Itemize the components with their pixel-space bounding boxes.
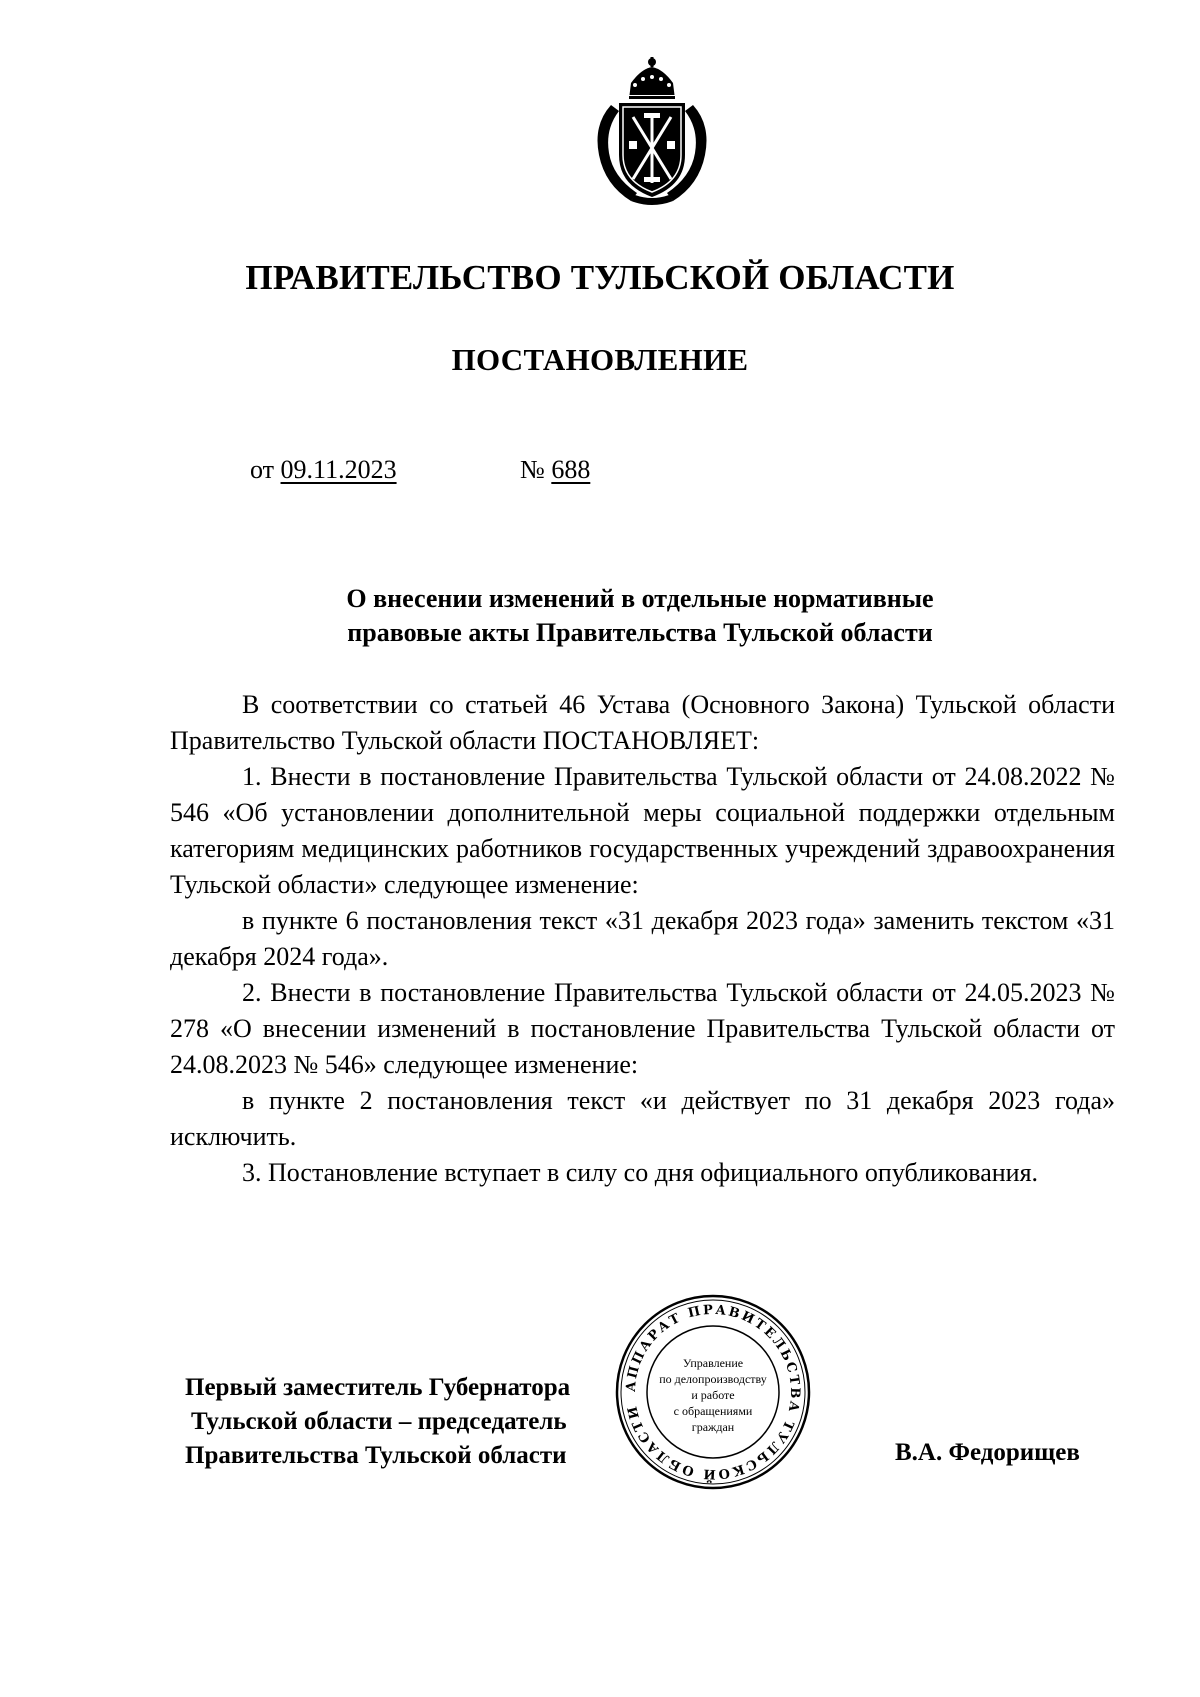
position-line: Правительства Тульской области [185, 1442, 567, 1469]
document-body [170, 687, 1115, 1191]
subject-line: правовые акты Правительства Тульской области [347, 618, 933, 647]
document-type: ПОСТАНОВЛЕНИЕ [451, 342, 749, 377]
position-line: Первый заместитель Губернатора [185, 1374, 571, 1401]
document-number [520, 455, 590, 485]
paragraph: в пункте 2 постановления текст «и действует по 31 декабря 2023 года» исключить. [170, 1086, 1115, 1151]
signatory-name: В.А. Федорищев [895, 1439, 1080, 1466]
date-value: 09.11.2023 [280, 455, 397, 484]
position-line: Тульской области – председатель [191, 1408, 567, 1435]
paragraph: 1. Внести в постановление Правительства Тульской области от 24.08.2022 № 546 «Об установлении дополнительной меры социальной поддержки отдельным категориям медицинских работников государственных учреждений здравоохранения Тульской области» следующее изменение: [170, 762, 1115, 899]
paragraph: В соответствии со статьей 46 Устава (Основного Закона) Тульской области Правительство Тульской области ПОСТАНОВЛЯЕТ: [170, 690, 1115, 755]
stamp-line: и работе [691, 1388, 735, 1402]
paragraph: 2. Внести в постановление Правительства Тульской области от 24.05.2023 № 278 «О внесении изменений в постановление Правительства Тульской области от 24.08.2023 № 546» следующее изменение: [170, 978, 1115, 1079]
government-title: ПРАВИТЕЛЬСТВО ТУЛЬСКОЙ ОБЛАСТИ [245, 258, 955, 297]
coat-of-arms-icon [591, 55, 713, 210]
stamp-line: по делопроизводству [659, 1372, 767, 1386]
official-stamp-icon [613, 1292, 813, 1492]
date-prefix: от [250, 455, 275, 484]
stamp-inner-text [651, 1355, 775, 1435]
subject-line: О внесении изменений в отдельные нормативные [346, 584, 934, 613]
number-prefix: № [520, 455, 545, 484]
stamp-line: с обращениями [673, 1404, 753, 1418]
signatory-position [185, 1371, 570, 1473]
number-value: 688 [551, 455, 591, 484]
stamp-line: Управление [682, 1356, 744, 1370]
paragraph: 3. Постановление вступает в силу со дня официального опубликования. [242, 1158, 1039, 1187]
stamp-ring-text: АППАРАТ ПРАВИТЕЛЬСТВА ТУЛЬСКОЙ ОБЛАСТИ [623, 1302, 803, 1482]
document-date [250, 455, 397, 485]
document-subject [170, 582, 1110, 650]
stamp-line: граждан [691, 1420, 735, 1434]
paragraph: в пункте 6 постановления текст «31 декабря 2023 года» заменить текстом «31 декабря 2024 года». [170, 906, 1115, 971]
